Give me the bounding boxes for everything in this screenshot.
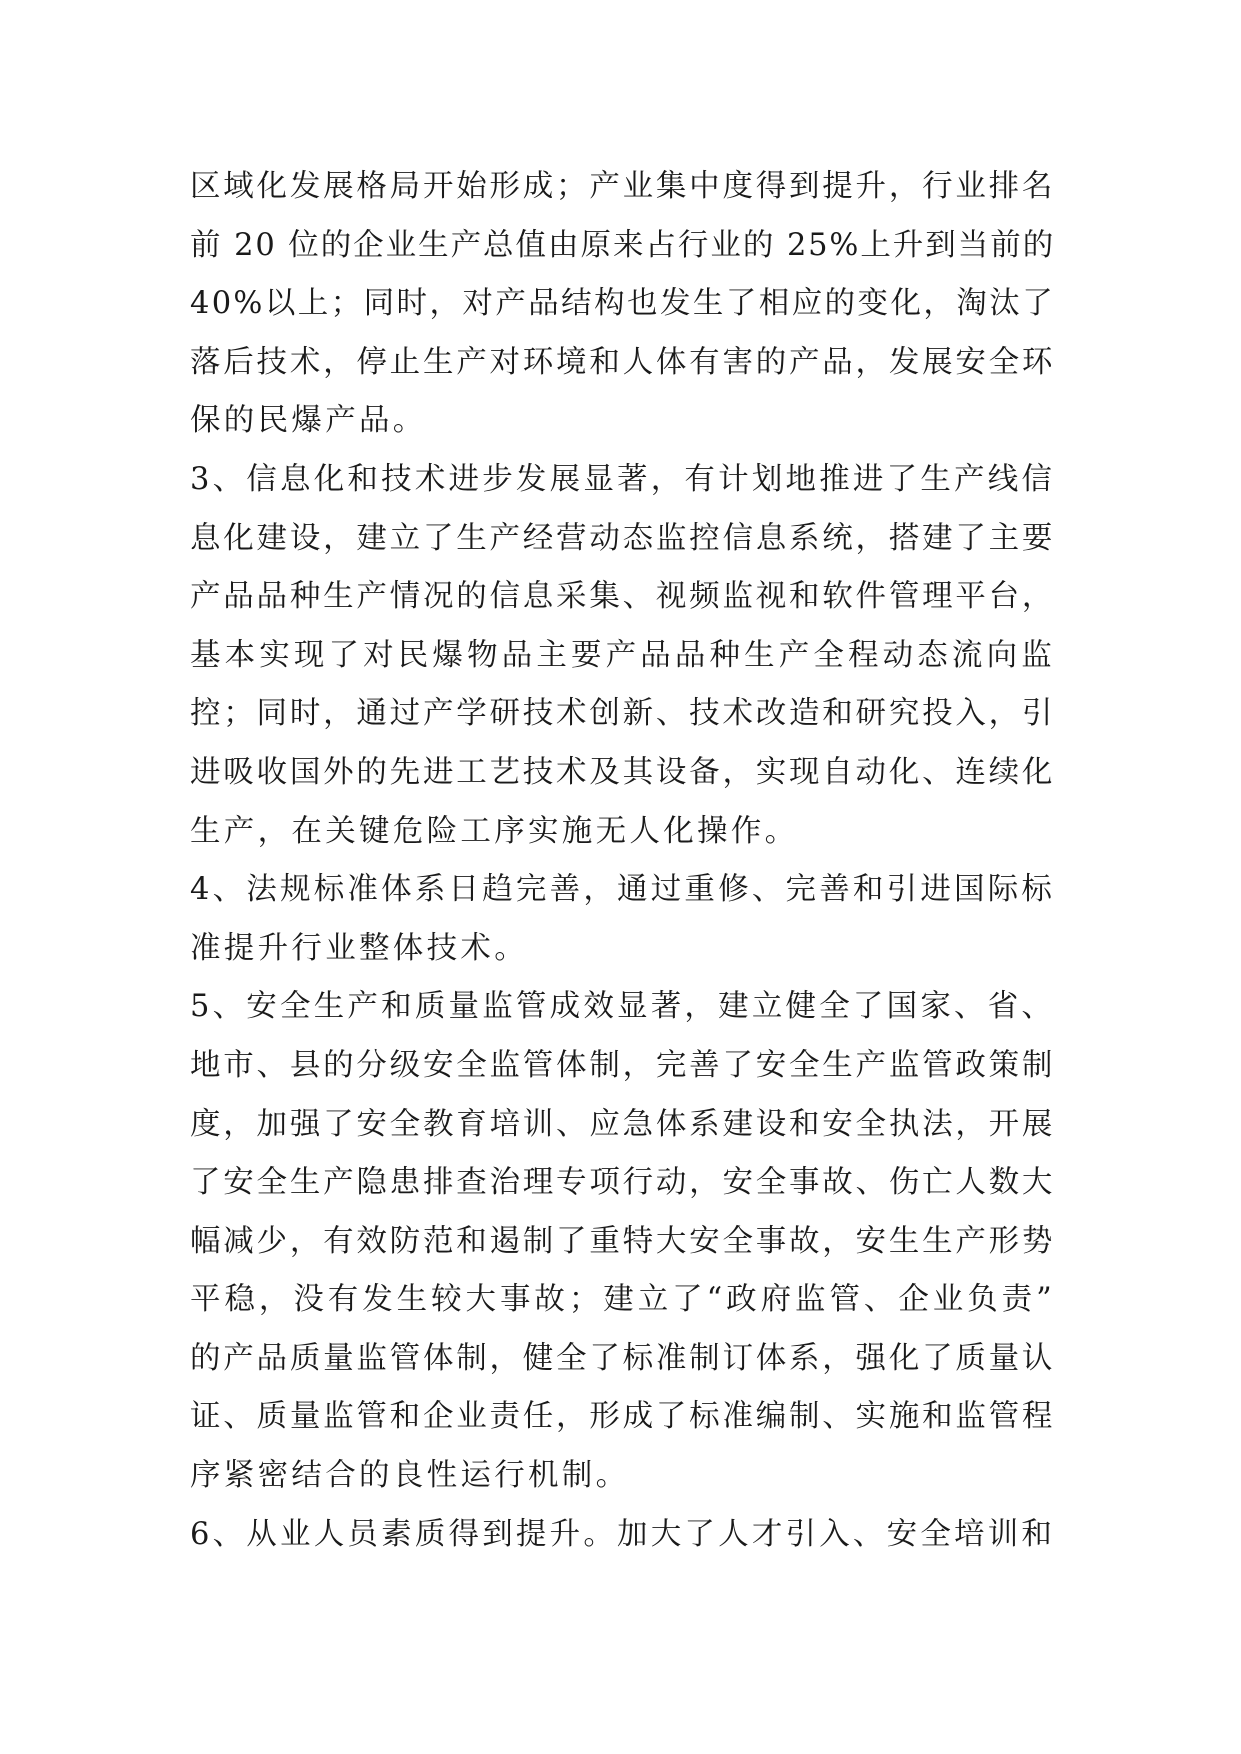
text-line: 准提升行业整体技术。 — [190, 930, 528, 966]
text-line: 度，加强了安全教育培训、应急体系建设和安全执法，开展 — [190, 1106, 1055, 1142]
text-line: 进吸收国外的先进工艺技术及其设备，实现自动化、连续化 — [190, 754, 1055, 790]
text-line: 序紧密结合的良性运行机制。 — [190, 1458, 630, 1494]
text-line: 产品品种生产情况的信息采集、视频监视和软件管理平台， — [190, 579, 1055, 615]
text-line: 4、法规标准体系日趋完善，通过重修、完善和引进国际标 — [190, 872, 1055, 908]
body-text — [190, 158, 1055, 1564]
text-line: 5、安全生产和质量监管成效显著，建立健全了国家、省、 — [190, 989, 1055, 1025]
text-line: 40%以上；同时，对产品结构也发生了相应的变化，淘汰了 — [190, 286, 1055, 322]
text-line: 6、从业人员素质得到提升。加大了人才引入、安全培训和 — [190, 1516, 1055, 1552]
text-line: 了安全生产隐患排查治理专项行动，安全事故、伤亡人数大 — [190, 1165, 1055, 1201]
text-line: 证、质量监管和企业责任，形成了标准编制、实施和监管程 — [190, 1399, 1055, 1435]
text-line: 地市、县的分级安全监管体制，完善了安全生产监管政策制 — [190, 1047, 1055, 1083]
text-line: 控；同时，通过产学研技术创新、技术改造和研究投入，引 — [190, 696, 1055, 732]
text-line: 息化建设，建立了生产经营动态监控信息系统，搭建了主要 — [190, 520, 1055, 556]
text-line: 幅减少，有效防范和遏制了重特大安全事故，安生生产形势 — [190, 1223, 1055, 1259]
text-line: 平稳，没有发生较大事故；建立了“政府监管、企业负责” — [190, 1282, 1055, 1318]
text-line: 生产，在关键危险工序实施无人化操作。 — [190, 813, 799, 849]
text-line: 保的民爆产品。 — [190, 403, 427, 439]
text-line: 基本实现了对民爆物品主要产品品种生产全程动态流向监 — [190, 637, 1055, 673]
text-line: 落后技术，停止生产对环境和人体有害的产品，发展安全环 — [190, 344, 1055, 380]
text-line: 的产品质量监管体制，健全了标准制订体系，强化了质量认 — [190, 1340, 1055, 1376]
text-line: 3、信息化和技术进步发展显著，有计划地推进了生产线信 — [190, 461, 1055, 497]
text-line: 区域化发展格局开始形成；产业集中度得到提升，行业排名 — [190, 169, 1055, 204]
text-line: 前 20 位的企业生产总值由原来占行业的 25%上升到当前的 — [190, 227, 1055, 263]
